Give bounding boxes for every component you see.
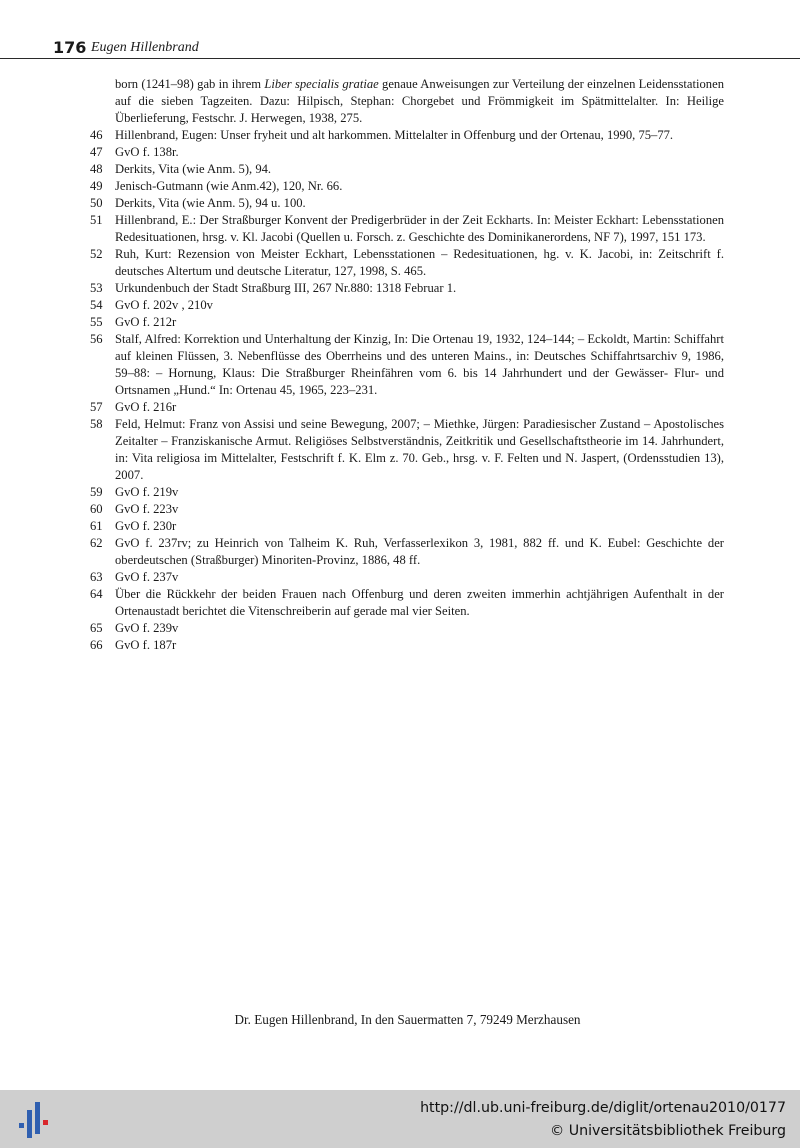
- footnote: [90, 297, 724, 314]
- footnote-number: 53: [90, 281, 103, 295]
- footnote-text: [115, 297, 724, 314]
- footnote-text: [115, 586, 724, 620]
- footnote-number: 59: [90, 485, 103, 499]
- footnote-number: 47: [90, 145, 103, 159]
- footnote-text-run: Stalf, Alfred: Korrektion und Unterhaltung der Kinzig, In: Die Ortenau 19, 1932, 124–144; – Eckoldt, Martin: Schiffahrt auf kleinen Flüssen, 3. Nebenflüsse des Oberrheins und des unteren Mains., in: Deutsches Schiffahrtsarchiv 9, 1986, 59–88: – Hornung, Klaus: Die Straßburger Rheinfähren vom 6. bis 14 Jahrhundert und der Gewässer- Flur- und Ortsnamen „Hund.“ In: Ortenau 45, 1965, 223–231.: [115, 332, 724, 397]
- footnote-number: 63: [90, 570, 103, 584]
- footnote-text-run: GvO f. 138r.: [115, 145, 179, 159]
- copyright-notice: © Universitätsbibliothek Freiburg: [550, 1123, 786, 1139]
- footnote-text: [115, 76, 724, 127]
- footnote-text-run: Hillenbrand, Eugen: Unser fryheit und alt harkommen. Mittelalter in Offenburg und der Ortenau, 1990, 75–77.: [115, 128, 674, 142]
- footnote-text: [115, 569, 724, 586]
- footnote: [90, 127, 724, 144]
- footnote-text: [115, 518, 724, 535]
- footnote: [90, 620, 724, 637]
- footnote-text-run: Derkits, Vita (wie Anm. 5), 94 u. 100.: [115, 196, 306, 210]
- footnote-text: [115, 637, 724, 654]
- footnote: [90, 161, 724, 178]
- footnote-text-run: born (1241–98) gab in ihrem: [115, 77, 265, 91]
- header-rule: [0, 58, 800, 59]
- footnote-text: [115, 280, 724, 297]
- footnote-text: [115, 331, 724, 399]
- footnote-number: 65: [90, 621, 103, 635]
- footnote: [90, 195, 724, 212]
- footnote-number: 61: [90, 519, 103, 533]
- footnote-number: 48: [90, 162, 103, 176]
- footnote-number: 51: [90, 213, 103, 227]
- footnote-number: [90, 76, 115, 127]
- library-logo-icon: [12, 1098, 52, 1142]
- footnote-text-run: GvO f. 187r: [115, 638, 177, 652]
- footnote-text-run: GvO f. 216r: [115, 400, 177, 414]
- footnote-text: [115, 416, 724, 484]
- footnote-number: 64: [90, 587, 103, 601]
- footnote: [90, 331, 724, 399]
- footnote: [90, 501, 724, 518]
- footnote-text: [115, 127, 724, 144]
- footnote-number: 46: [90, 128, 103, 142]
- footnote-number: 58: [90, 417, 103, 431]
- author-address: Dr. Eugen Hillenbrand, In den Sauermatten 7, 79249 Merzhausen: [234, 1012, 581, 1027]
- page-header: [0, 0, 800, 58]
- footnotes: [90, 76, 724, 654]
- footnote-number: 62: [90, 536, 103, 550]
- footnote-number: 66: [90, 638, 103, 652]
- running-head: Eugen Hillenbrand: [91, 40, 199, 55]
- footnote-text: [115, 314, 724, 331]
- footnote-text-run: GvO f. 239v: [115, 621, 179, 635]
- footnote: [90, 280, 724, 297]
- footnote-text: [115, 399, 724, 416]
- footnote-text-run: GvO f. 237v: [115, 570, 179, 584]
- footnote-text-run: GvO f. 219v: [115, 485, 179, 499]
- footnote-text: [115, 195, 724, 212]
- footnote-text-run: GvO f. 212r: [115, 315, 177, 329]
- footnote-text: [115, 161, 724, 178]
- footnote-text: [115, 144, 724, 161]
- footnote-text-run: GvO f. 230r: [115, 519, 177, 533]
- italic-title: Liber specialis gratiae: [264, 77, 379, 91]
- footnote: [90, 178, 724, 195]
- page-number: 176: [53, 38, 87, 57]
- footnote-text-run: Urkundenbuch der Stadt Straßburg III, 267 Nr.880: 1318 Februar 1.: [115, 281, 457, 295]
- footnote-number: 52: [90, 247, 103, 261]
- footnote-text: [115, 178, 724, 195]
- footnote-text-run: Jenisch-Gutmann (wie Anm.42), 120, Nr. 66.: [115, 179, 343, 193]
- footnote-number: 56: [90, 332, 103, 346]
- footnote: [90, 518, 724, 535]
- footnote-text: [115, 212, 724, 246]
- footnote-text: [115, 484, 724, 501]
- footnote-text: [115, 620, 724, 637]
- footnote-number: 57: [90, 400, 103, 414]
- footnote-text: [115, 246, 724, 280]
- footnote-text-run: GvO f. 202v , 210v: [115, 298, 213, 312]
- footnote-text-run: GvO f. 237rv; zu Heinrich von Talheim K. Ruh, Verfasserlexikon 3, 1981, 882 ff. und K. Eubel: Geschichte der oberdeutschen (Straßburger) Minoriten-Provinz, 1886, 48 ff.: [115, 536, 724, 567]
- footnote-text: [115, 501, 724, 518]
- footnote: [90, 637, 724, 654]
- footnote: [90, 314, 724, 331]
- footnote-text-run: Über die Rückkehr der beiden Frauen nach Offenburg und deren zweiten immerhin achtjährigen Aufenthalt in der Ortenaustadt berichtet die Vitenschreiberin auf gerade mal vier Seiten.: [115, 587, 724, 618]
- footnote: [90, 76, 724, 127]
- footnote-text-run: Feld, Helmut: Franz von Assisi und seine Bewegung, 2007; – Miethke, Jürgen: Paradiesischer Zustand – Apostolisches Zeitalter – Franziskanische Armut. Religiöses Selbstverständnis, Zeitkritik und Gesellschaftstheorie im 14. Jahrhundert, in: Vita religiosa im Mittelalter, Festschrift f. K. Elm z. 70. Geb., hrsg. v. F. Felten und N. Jaspert, (Ordensstudien 13), 2007.: [115, 417, 724, 482]
- footnote-text: [115, 535, 724, 569]
- footnote-text-run: Ruh, Kurt: Rezension von Meister Eckhart, Lebensstationen – Redesituationen, hg. v. K. Jacobi, in: Zeitschrift f. deutsches Altertum und deutsche Literatur, 127, 1998, S. 465.: [115, 247, 724, 278]
- footnote: [90, 212, 724, 246]
- footnote-number: 60: [90, 502, 103, 516]
- footnote: [90, 144, 724, 161]
- footnote-number: 55: [90, 315, 103, 329]
- footnote-number: 49: [90, 179, 103, 193]
- footnote: [90, 569, 724, 586]
- footnote: [90, 484, 724, 501]
- footnote: [90, 586, 724, 620]
- document-url-link[interactable]: http://dl.ub.uni-freiburg.de/diglit/ortenau2010/0177: [420, 1100, 786, 1116]
- footnote-text-run: Hillenbrand, E.: Der Straßburger Konvent der Predigerbrüder in der Zeit Eckharts. In: Meister Eckhart: Lebensstationen Redesituationen, hrsg. v. Kl. Jacobi (Quellen u. Forsch. z. Geschichte des Dominikanerordens, NF 7), 1997, 151 173.: [115, 213, 724, 244]
- footnote-number: 54: [90, 298, 103, 312]
- footnote-number: 50: [90, 196, 103, 210]
- footnote: [90, 535, 724, 569]
- footnote: [90, 246, 724, 280]
- library-bar: [0, 1090, 800, 1148]
- footnote-text-run: GvO f. 223v: [115, 502, 179, 516]
- footnote: [90, 416, 724, 484]
- footnote-text-run: Derkits, Vita (wie Anm. 5), 94.: [115, 162, 272, 176]
- footnote: [90, 399, 724, 416]
- footnote-text-run: genaue Anweisungen zur Verteilung der einzelnen Leidensstationen auf die sieben Tagzeiten. Dazu: Hilpisch, Stephan: Chorgebet und Frömmigkeit im Spätmittelalter. In: Heilige Überlieferung, Festschr. J. Herwegen, 1938, 275.: [115, 77, 724, 125]
